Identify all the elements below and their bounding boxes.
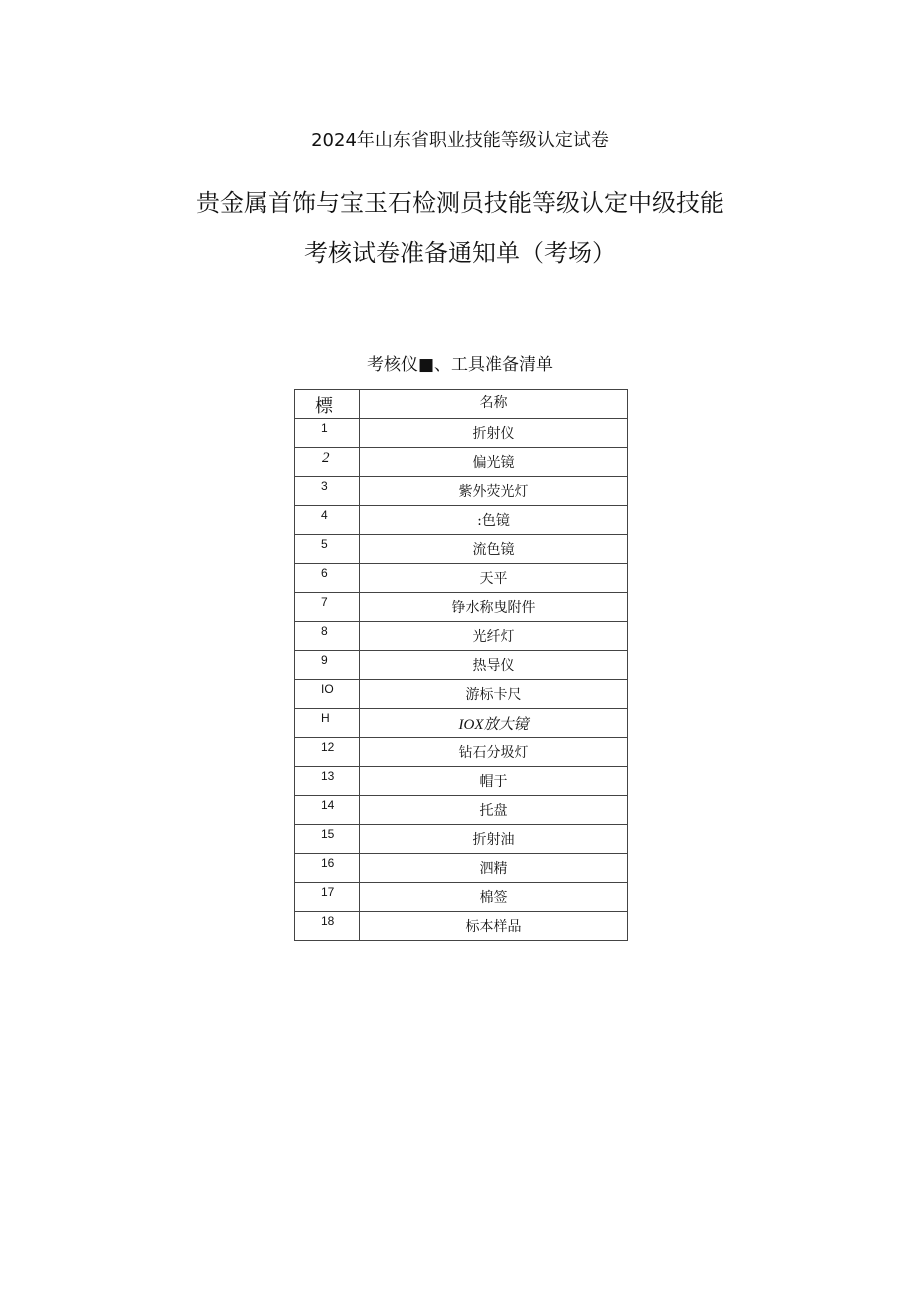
row-number: IO (295, 680, 360, 709)
row-name: 泗精 (360, 854, 628, 883)
row-number: H (295, 709, 360, 738)
row-name: 铮水称曳附件 (360, 593, 628, 622)
row-number: 4 (295, 506, 360, 535)
tools-table (294, 389, 628, 941)
row-name: 紫外荧光灯 (360, 477, 628, 506)
row-name: :色镜 (360, 506, 628, 535)
row-number: 15 (295, 825, 360, 854)
table-caption: 考核仪■、工具准备清单 (366, 355, 554, 375)
header-name: 名称 (360, 390, 628, 419)
row-name: 托盘 (360, 796, 628, 825)
table-row (295, 767, 628, 796)
table-row (295, 477, 628, 506)
row-number: 17 (295, 883, 360, 912)
table-row (295, 448, 628, 477)
document-title-line-1: 贵金属首饰与宝玉石检测员技能等级认定中级技能 (196, 189, 724, 217)
row-number: 13 (295, 767, 360, 796)
row-number: 3 (295, 477, 360, 506)
row-number: 2 (295, 448, 360, 477)
table-row (295, 912, 628, 941)
table-row (295, 709, 628, 738)
row-name: 帽于 (360, 767, 628, 796)
row-number: 5 (295, 535, 360, 564)
table-row (295, 680, 628, 709)
row-number: 8 (295, 622, 360, 651)
table-header-row (295, 390, 628, 419)
table-row (295, 535, 628, 564)
table-row (295, 622, 628, 651)
header-number: 標 (295, 390, 360, 419)
table-row (295, 738, 628, 767)
row-name: 天平 (360, 564, 628, 593)
row-number: 7 (295, 593, 360, 622)
document-subtitle: 2024年山东省职业技能等级认定试卷 (311, 130, 609, 151)
table-row (295, 796, 628, 825)
row-name: 光纤灯 (360, 622, 628, 651)
row-name: 折射仪 (360, 419, 628, 448)
row-number: 9 (295, 651, 360, 680)
row-name: 标本样品 (360, 912, 628, 941)
row-name: 流色镜 (360, 535, 628, 564)
table-row (295, 506, 628, 535)
row-name: 棉签 (360, 883, 628, 912)
document-title-line-2: 考核试卷准备通知单（考场） (304, 239, 616, 267)
table-row (295, 883, 628, 912)
table-row (295, 419, 628, 448)
row-number: 1 (295, 419, 360, 448)
row-number: 6 (295, 564, 360, 593)
row-number: 18 (295, 912, 360, 941)
row-name: 游标卡尺 (360, 680, 628, 709)
table-row (295, 854, 628, 883)
row-name: 偏光镜 (360, 448, 628, 477)
table-row (295, 564, 628, 593)
table-row (295, 593, 628, 622)
table-row (295, 651, 628, 680)
row-name: 热导仪 (360, 651, 628, 680)
row-number: 16 (295, 854, 360, 883)
row-name: IOX放大镜 (360, 709, 628, 738)
row-number: 14 (295, 796, 360, 825)
row-number: 12 (295, 738, 360, 767)
row-name: 折射油 (360, 825, 628, 854)
table-row (295, 825, 628, 854)
row-name: 钻石分圾灯 (360, 738, 628, 767)
